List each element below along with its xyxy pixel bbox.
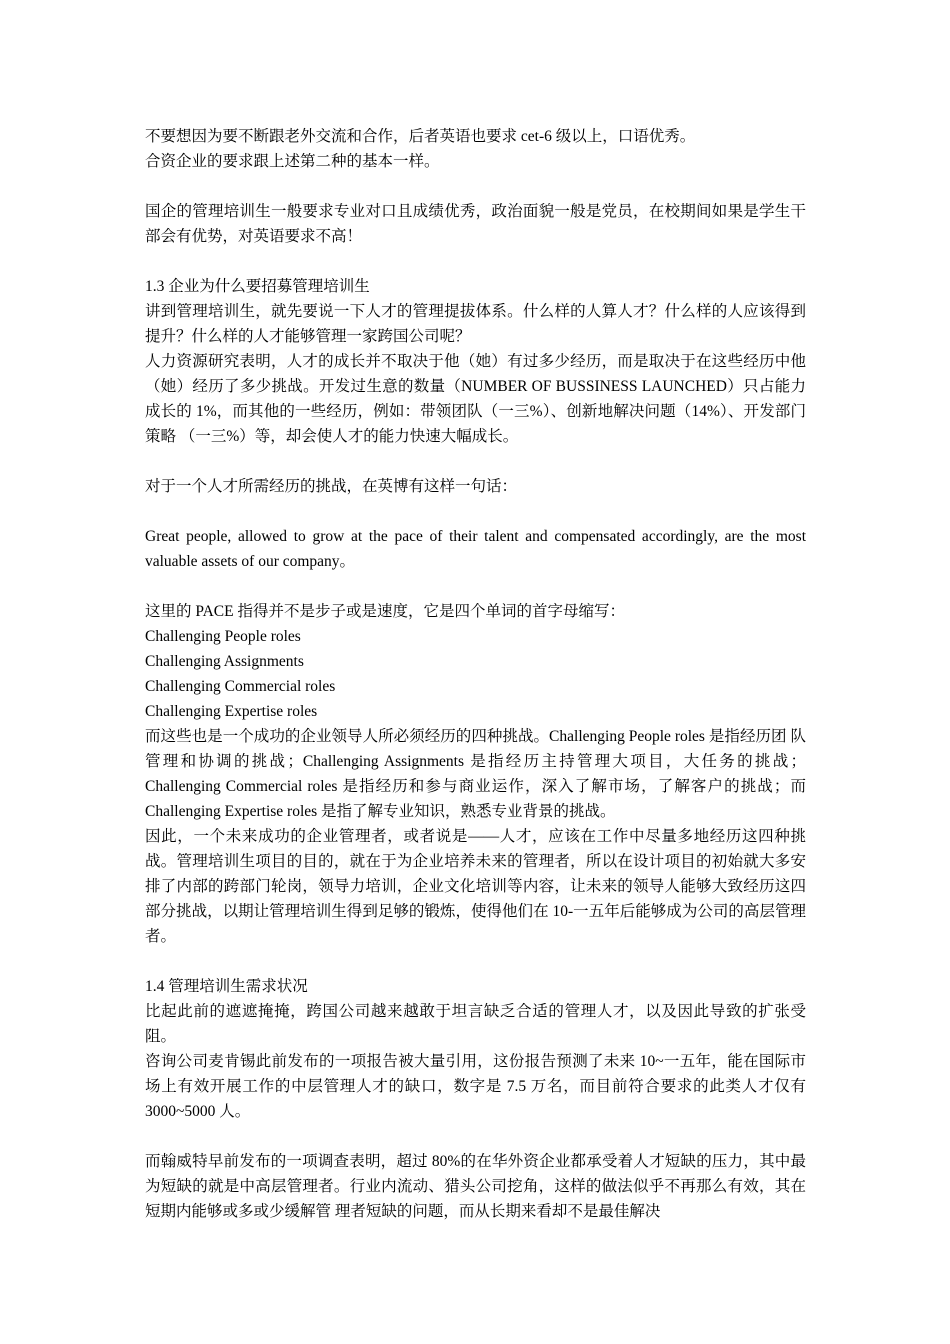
blank-line xyxy=(145,449,806,474)
paragraph: 合资企业的要求跟上述第二种的基本一样。 xyxy=(145,153,440,170)
paragraph: 对于一个人才所需经历的挑战，在英博有这样一句话： xyxy=(145,478,518,495)
paragraph: 人力资源研究表明，人才的成长并不取决于他（她）有过多少经历，而是取决于在这些经历中他（她）经历了多少挑战。开发过生意的数量（NUMBER OF BUSSINESS LAUNCHED）只占能力成长的 1%，而其他的一些经历，例如：带领团队（一三%）、创新地解决问题（14%）、开发部门策略 （一三%）等，却会使人才的能力快速大幅成长。 xyxy=(145,353,806,445)
blank-line xyxy=(145,1124,806,1149)
paragraph: 讲到管理培训生，就先要说一下人才的管理提拔体系。什么样的人算人才？什么样的人应该得到提升？什么样的人才能够管理一家跨国公司呢？ xyxy=(145,303,806,345)
list-item: Challenging Assignments xyxy=(145,653,304,670)
document-body xyxy=(145,124,806,1224)
paragraph: 这里的 PACE 指得并不是步子或是速度，它是四个单词的首字母缩写： xyxy=(145,603,625,620)
section-heading: 1.4 管理培训生需求状况 xyxy=(145,978,308,995)
blank-line xyxy=(145,499,806,524)
paragraph: 比起此前的遮遮掩掩，跨国公司越来越敢于坦言缺乏合适的管理人才，以及因此导致的扩张受 阻。 xyxy=(145,1003,806,1045)
paragraph: 国企的管理培训生一般要求专业对口且成绩优秀，政治面貌一般是党员，在校期间如果是学生干部会有优势，对英语要求不高！ xyxy=(145,203,806,245)
blank-line xyxy=(145,574,806,599)
paragraph: 而这些也是一个成功的企业领导人所必须经历的四种挑战。Challenging People roles 是指经历团 队管理和协调的挑战；Challenging Assignments 是指经历主持管理大项目，大任务的挑战；Challenging Commercial roles 是指经历和参与商业运作，深入了解市场，了解客户的挑战；而 Challenging Expertise roles 是指了解专业知识，熟悉专业背景的挑战。 xyxy=(145,728,806,820)
quote-paragraph: Great people, allowed to grow at the pace of their talent and compensated accordingly, are the most valuable assets of our company。 xyxy=(145,528,806,570)
list-item: Challenging Commercial roles xyxy=(145,678,336,695)
paragraph: 咨询公司麦肯锡此前发布的一项报告被大量引用，这份报告预测了未来 10~一五年，能在国际市场上有效开展工作的中层管理人才的缺口，数字是 7.5 万名，而目前符合要求的此类人才仅有3000~5000 人。 xyxy=(145,1053,806,1120)
list-item: Challenging People roles xyxy=(145,628,301,645)
section-heading: 1.3 企业为什么要招募管理培训生 xyxy=(145,278,370,295)
list-item: Challenging Expertise roles xyxy=(145,703,318,720)
paragraph: 因此，一个未来成功的企业管理者，或者说是——人才，应该在工作中尽量多地经历这四种挑战。管理培训生项目的目的，就在于为企业培养未来的管理者，所以在设计项目的初始就大多安排了内部的跨部门轮岗，领导力培训，企业文化培训等内容，让未来的领导人能够大致经历这四部分挑战，以期让管理培训生得到足够的锻炼，使得他们在 10-一五年后能够成为公司的高层管理者。 xyxy=(145,828,806,945)
blank-line xyxy=(145,174,806,199)
blank-line xyxy=(145,249,806,274)
paragraph: 而翰威特早前发布的一项调查表明，超过 80%的在华外资企业都承受着人才短缺的压力，其中最为短缺的就是中高层管理者。行业内流动、猎头公司挖角，这样的做法似乎不再那么有效，其在短期内能够或多或少缓解管 理者短缺的问题，而从长期来看却不是最佳解决 xyxy=(145,1153,806,1220)
blank-line xyxy=(145,949,806,974)
paragraph: 不要想因为要不断跟老外交流和合作，后者英语也要求 cet-6 级以上，口语优秀。 xyxy=(145,128,696,145)
